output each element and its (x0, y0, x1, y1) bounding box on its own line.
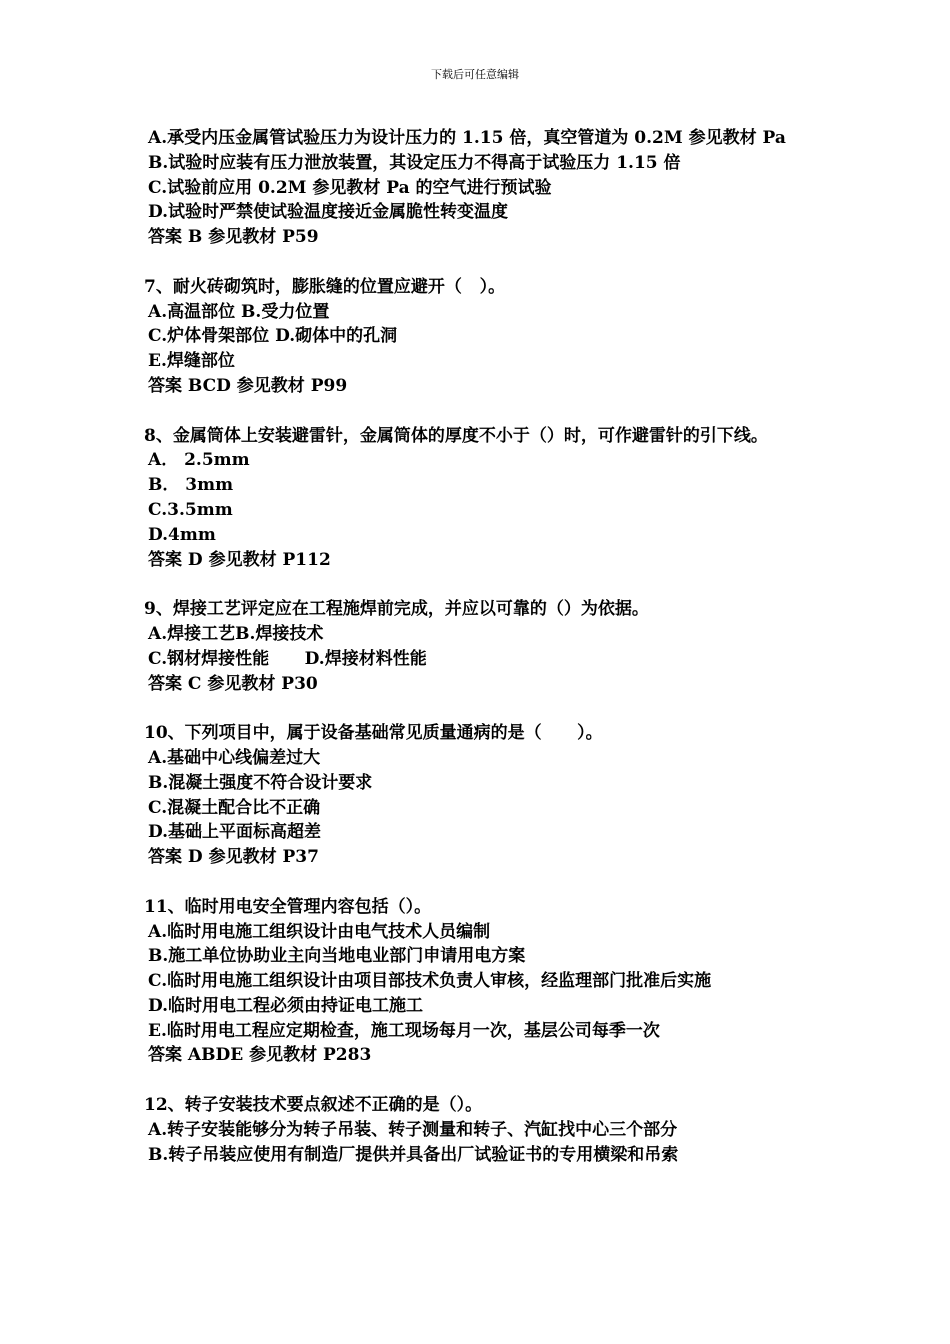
option-b: B.转子吊装应使用有制造厂提供并具备出厂试验证书的专用横梁和吊索 (148, 1144, 679, 1165)
option-line: C.钢材焊接性能 D.焊接材料性能 (148, 648, 427, 669)
option-line: A.高温部位 B.受力位置 (148, 301, 330, 322)
option-b: B． 3mm (148, 475, 234, 496)
question-text: 12、转子安装技术要点叙述不正确的是（）。 (144, 1095, 483, 1116)
option-c: C.混凝土配合比不正确 (148, 797, 321, 818)
option-e: E.临时用电工程应定期检查，施工现场每月一次，基层公司每季一次 (148, 1020, 660, 1041)
answer-line: 答案 D 参见教材 P37 (148, 847, 319, 868)
question-block (144, 597, 812, 696)
spacer (144, 696, 812, 721)
spacer (144, 572, 812, 597)
option-c: C.试验前应用 0.2M 参见教材 Pa 的空气进行预试验 (148, 177, 552, 198)
option-d: D.试验时严禁使试验温度接近金属脆性转变温度 (148, 202, 509, 223)
answer-line: 答案 BCD 参见教材 P99 (148, 375, 348, 396)
answer-line: 答案 B 参见教材 P59 (148, 227, 319, 248)
option-line: C.炉体骨架部位 D.砌体中的孔洞 (148, 326, 398, 347)
option-line: E.焊缝部位 (148, 351, 235, 372)
spacer (144, 870, 812, 895)
question-block (144, 126, 812, 250)
question-text: 9、焊接工艺评定应在工程施焊前完成，并应以可靠的（）为依据。 (144, 599, 649, 620)
option-d: D.临时用电工程必须由持证电工施工 (148, 995, 424, 1016)
option-d: D.4mm (148, 524, 216, 545)
option-d: D.基础上平面标高超差 (148, 822, 322, 843)
answer-line: 答案 ABDE 参见教材 P283 (148, 1045, 372, 1066)
option-b: B.施工单位协助业主向当地电业部门申请用电方案 (148, 946, 526, 967)
option-a: A.基础中心线偏差过大 (148, 747, 321, 768)
question-text: 8、金属筒体上安装避雷针，金属筒体的厚度不小于（）时，可作避雷针的引下线。 (144, 425, 768, 446)
document-body (144, 126, 812, 1167)
question-block (144, 721, 812, 870)
question-block (144, 275, 812, 399)
option-line: A.焊接工艺B.焊接技术 (148, 623, 324, 644)
option-a: A． 2.5mm (148, 450, 250, 471)
option-a: A.临时用电施工组织设计由电气技术人员编制 (148, 921, 491, 942)
page-header: 下载后可任意编辑 (431, 68, 519, 81)
question-block (144, 424, 812, 573)
option-a: A.承受内压金属管试验压力为设计压力的 1.15 倍，真空管道为 0.2M 参见教材 Pa (148, 128, 786, 148)
question-text: 7、耐火砖砌筑时，膨胀缝的位置应避开（ ）。 (144, 276, 506, 297)
option-b: B.试验时应装有压力泄放装置，其设定压力不得高于试验压力 1.15 倍 (148, 152, 681, 173)
question-text: 11、临时用电安全管理内容包括（）。 (144, 896, 432, 917)
answer-line: 答案 C 参见教材 P30 (148, 673, 318, 694)
option-c: C.3.5mm (148, 499, 233, 520)
spacer (144, 399, 812, 424)
question-block (144, 895, 812, 1069)
option-c: C.临时用电施工组织设计由项目部技术负责人审核，经监理部门批准后实施 (148, 971, 712, 992)
question-text: 10、下列项目中，属于设备基础常见质量通病的是（ ）。 (144, 723, 603, 744)
question-block (144, 1093, 812, 1167)
option-b: B.混凝土强度不符合设计要求 (148, 772, 373, 793)
answer-line: 答案 D 参见教材 P112 (148, 549, 331, 570)
spacer (144, 250, 812, 275)
option-a: A.转子安装能够分为转子吊装、转子测量和转子、汽缸找中心三个部分 (148, 1119, 678, 1140)
spacer (144, 1068, 812, 1093)
